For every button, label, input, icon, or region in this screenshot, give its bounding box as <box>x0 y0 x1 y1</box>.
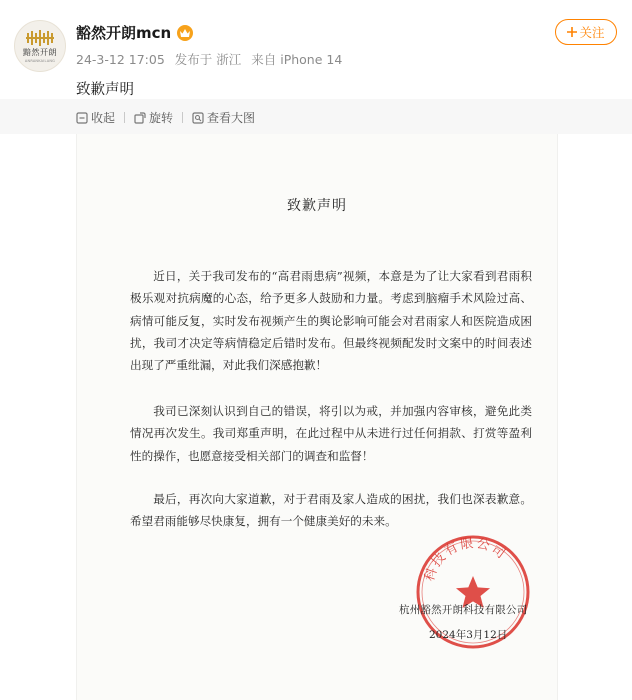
collapse-action[interactable] <box>76 109 115 126</box>
divider <box>124 112 125 123</box>
document-paragraph: 近日，关于我司发布的“高君雨患病”视频，本意是为了让大家看到君雨积极乐观对抗病魔的心态，给予更多人鼓励和力量。考虑到脑瘤手术风险过高、病情可能反复，实时发布视频产生的舆论影响可能会对君雨家人和医院造成困扰，我司才决定等病情稳定后错时发布。但最终视频配发时文案中的时间表述出现了严重纰漏，对此我们深感抱歉！ <box>130 269 532 373</box>
collapse-label: 收起 <box>91 111 116 125</box>
post-device: 来自 iPhone 14 <box>251 52 343 67</box>
post-meta <box>76 50 348 68</box>
rotate-action[interactable] <box>134 109 173 126</box>
post-date[interactable]: 24-3-12 17:05 <box>76 52 165 67</box>
zoom-icon <box>192 112 204 124</box>
document-title: 致歉声明 <box>287 198 347 214</box>
avatar-name: 黯然开朗 <box>23 47 57 57</box>
rotate-icon <box>134 112 146 124</box>
avatar-subtitle: ANRANKAILANG <box>24 58 56 63</box>
logo-bars-icon <box>26 30 54 46</box>
apology-statement-image[interactable] <box>76 134 558 700</box>
follow-label: 关注 <box>579 25 605 40</box>
rotate-label: 旋转 <box>149 111 174 125</box>
image-actions <box>76 109 255 126</box>
company-name: 杭州豁然开朗科技有限公司 <box>399 604 528 616</box>
post-location: 发布于 浙江 <box>174 52 242 67</box>
follow-button[interactable] <box>555 19 617 45</box>
document-paragraph: 最后，再次向大家道歉，对于君雨及家人造成的困扰，我们也深表歉意。希望君雨能够尽快康复，拥有一个健康美好的未来。 <box>130 492 532 529</box>
divider <box>182 112 183 123</box>
seal-text: 科技有限公司 <box>422 535 510 584</box>
crown-icon <box>177 25 193 41</box>
view-original-action[interactable] <box>192 109 255 126</box>
plus-icon <box>567 27 577 37</box>
avatar[interactable] <box>14 20 66 72</box>
username-row <box>76 22 193 43</box>
username[interactable]: 豁然开朗mcn <box>76 24 172 42</box>
collect-icon <box>76 112 88 124</box>
document-paragraph: 我司已深刻认识到自己的错误，将引以为戒，并加强内容审核，避免此类情况再次发生。我司郑重声明，在此过程中从未进行过任何捐款、打赏等盈利性的操作，也愿意接受相关部门的调查和监督！ <box>130 404 532 463</box>
post-text: 致歉声明 <box>76 82 134 98</box>
view-original-label: 查看大图 <box>207 111 256 125</box>
document-date: 2024年3月12日 <box>429 629 508 641</box>
